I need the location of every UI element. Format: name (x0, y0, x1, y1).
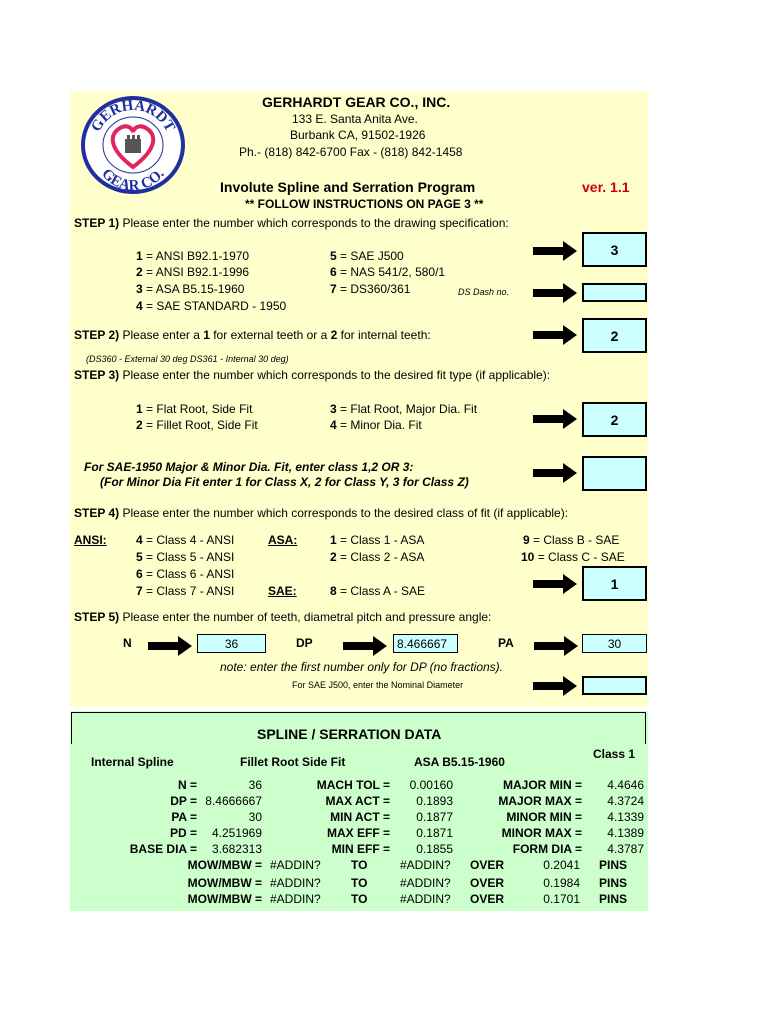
min-eff-label: MIN EFF = (331, 842, 390, 856)
address-line-2: Burbank CA, 91502-1926 (290, 128, 426, 142)
logo-top-text: GERHARDT (88, 97, 178, 135)
spec-option-1: 1 = ANSI B92.1-1970 (136, 249, 250, 263)
pa-label: PA (498, 636, 514, 650)
dp-label: DP (296, 636, 313, 650)
mow-label: MOW/MBW = (187, 876, 262, 890)
max-act-result: 0.1893 (416, 794, 453, 808)
arrow-right-icon (533, 283, 577, 303)
fit-option-2: 2 = Fillet Root, Side Fit (136, 418, 258, 432)
major-max-label: MAJOR MAX = (498, 794, 582, 808)
step3-instruction: STEP 3) Please enter the number which corresponds to the desired fit type (if applicable): (74, 368, 551, 382)
diametral-pitch-input[interactable]: 8.466667 (393, 634, 458, 653)
base-dia-result: 3.682313 (211, 842, 262, 856)
address-line-1: 133 E. Santa Anita Ave. (292, 112, 418, 126)
step2-label: STEP 2) (74, 328, 120, 342)
arrow-right-icon (534, 636, 578, 656)
pa-result-label: PA = (171, 810, 197, 824)
mach-tol-result: 0.00160 (409, 778, 453, 792)
class-of-fit-input[interactable]: 1 (582, 566, 647, 601)
mow-min-value: #ADDIN? (270, 858, 321, 872)
mow-label: MOW/MBW = (187, 858, 262, 872)
pins-label: PINS (599, 876, 628, 890)
spec-option-4: 4 = SAE STANDARD - 1950 (136, 299, 287, 313)
n-result-label: N = (177, 778, 197, 792)
step3-label: STEP 3) (74, 368, 120, 382)
j500-note: For SAE J500, enter the Nominal Diameter (292, 680, 464, 690)
step2-instruction: STEP 2) Please enter a 1 for external teeth or a 2 for internal teeth: (74, 328, 431, 342)
arrow-right-icon (343, 636, 387, 656)
pressure-angle-input[interactable]: 30 (582, 634, 647, 653)
mow-min-value: #ADDIN? (270, 892, 321, 906)
min-act-label: MIN ACT = (330, 810, 390, 824)
major-min-result: 4.4646 (607, 778, 644, 792)
step1-instruction (74, 216, 509, 230)
sae-class-input[interactable] (582, 456, 647, 491)
ds-note: (DS360 - External 30 deg DS361 - Internal 30 deg) (86, 354, 289, 364)
sae-fit-note-1: For SAE-1950 Major & Minor Dia. Fit, enter class 1,2 OR 3: (84, 460, 414, 474)
arrow-right-icon (533, 409, 577, 429)
ansi-heading: ANSI: (74, 533, 107, 547)
pa-result: 30 (248, 810, 262, 824)
mow-to: TO (351, 858, 368, 872)
spline-type: Internal Spline (91, 755, 174, 769)
step4-label: STEP 4) (74, 506, 120, 520)
mow-to: TO (351, 876, 368, 890)
teeth-count-input[interactable]: 36 (197, 634, 266, 653)
pins-label: PINS (599, 858, 628, 872)
mach-tol-label: MACH TOL = (316, 778, 390, 792)
minor-min-label: MINOR MIN = (506, 810, 582, 824)
fit-option-3: 3 = Flat Root, Major Dia. Fit (330, 402, 478, 416)
spec-option-6: 6 = NAS 541/2, 580/1 (330, 265, 446, 279)
fit-type-result: Fillet Root Side Fit (240, 755, 346, 769)
nominal-diameter-input[interactable] (582, 676, 647, 695)
sae-fit-note-2: (For Minor Dia Fit enter 1 for Class X, 2 for Class Y, 3 for Class Z) (100, 475, 469, 489)
pins-label: PINS (599, 892, 628, 906)
minor-max-result: 4.1389 (607, 826, 644, 840)
logo-bottom-text: GEAR CO. (98, 165, 168, 195)
class-result: Class 1 (593, 747, 636, 761)
base-dia-result-label: BASE DIA = (129, 842, 197, 856)
gerhardt-gear-logo (80, 95, 186, 195)
step5-label: STEP 5) (74, 610, 120, 624)
step4-instruction: STEP 4) Please enter the number which corresponds to the desired class of fit (if applicable): (74, 506, 569, 520)
spec-option-3: 3 = ASA B5.15-1960 (136, 282, 245, 296)
follow-instructions: ** FOLLOW INSTRUCTIONS ON PAGE 3 ** (245, 197, 484, 211)
dp-result-label: DP = (170, 794, 197, 808)
class-option-8: 8 = Class A - SAE (330, 584, 426, 598)
ds-dash-input[interactable] (582, 283, 647, 302)
max-act-label: MAX ACT = (325, 794, 390, 808)
step1-text: Please enter the number which corresponds to the drawing specification: (122, 216, 509, 230)
standard-result: ASA B5.15-1960 (414, 755, 505, 769)
class-option-10: 10 = Class C - SAE (521, 550, 625, 564)
minor-min-result: 4.1339 (607, 810, 644, 824)
arrow-right-icon (533, 574, 577, 594)
version-label: ver. 1.1 (582, 179, 630, 195)
min-eff-result: 0.1855 (416, 842, 453, 856)
results-title: SPLINE / SERRATION DATA (257, 726, 442, 742)
form-dia-label: FORM DIA = (512, 842, 582, 856)
arrow-right-icon (533, 463, 577, 483)
fit-type-input[interactable]: 2 (582, 402, 647, 437)
class-option-6: 6 = Class 6 - ANSI (136, 567, 235, 581)
pin-size: 0.1984 (543, 876, 580, 890)
mow-max-value: #ADDIN? (400, 892, 451, 906)
mow-over: OVER (470, 876, 505, 890)
teeth-type-input[interactable]: 2 (582, 318, 647, 353)
class-option-7: 7 = Class 7 - ANSI (136, 584, 235, 598)
dp-result: 8.4666667 (205, 794, 262, 808)
pin-size: 0.2041 (543, 858, 580, 872)
class-option-1: 1 = Class 1 - ASA (330, 533, 425, 547)
fit-option-4: 4 = Minor Dia. Fit (330, 418, 422, 432)
company-name: GERHARDT GEAR CO., INC. (262, 94, 451, 110)
mow-to: TO (351, 892, 368, 906)
spec-option-2: 2 = ANSI B92.1-1996 (136, 265, 250, 279)
class-option-9: 9 = Class B - SAE (523, 533, 620, 547)
class-option-5: 5 = Class 5 - ANSI (136, 550, 235, 564)
mow-over: OVER (470, 858, 505, 872)
step1-label: STEP 1) (74, 216, 120, 230)
major-min-label: MAJOR MIN = (502, 778, 582, 792)
major-max-result: 4.3724 (607, 794, 644, 808)
form-dia-result: 4.3787 (607, 842, 644, 856)
ds-dash-label: DS Dash no. (458, 287, 510, 297)
n-label: N (123, 636, 132, 650)
pd-result-label: PD = (169, 826, 197, 840)
mow-max-value: #ADDIN? (400, 876, 451, 890)
class-option-2: 2 = Class 2 - ASA (330, 550, 425, 564)
min-act-result: 0.1877 (416, 810, 453, 824)
mow-min-value: #ADDIN? (270, 876, 321, 890)
minor-max-label: MINOR MAX = (501, 826, 582, 840)
max-eff-result: 0.1871 (416, 826, 453, 840)
n-result: 36 (248, 778, 262, 792)
max-eff-label: MAX EFF = (326, 826, 390, 840)
spec-input[interactable]: 3 (582, 232, 647, 267)
fit-option-1: 1 = Flat Root, Side Fit (136, 402, 253, 416)
mow-max-value: #ADDIN? (400, 858, 451, 872)
asa-heading: ASA: (268, 533, 298, 547)
spec-option-7: 7 = DS360/361 (330, 282, 411, 296)
arrow-right-icon (533, 676, 577, 696)
pd-result: 4.251969 (211, 826, 262, 840)
class-option-4: 4 = Class 4 - ANSI (136, 533, 235, 547)
phone-fax: Ph.- (818) 842-6700 Fax - (818) 842-1458 (239, 145, 463, 159)
arrow-right-icon (533, 325, 577, 345)
pin-size: 0.1701 (543, 892, 580, 906)
dp-note: note: enter the first number only for DP (no fractions). (220, 660, 504, 674)
sae-heading: SAE: (268, 584, 297, 598)
mow-label: MOW/MBW = (187, 892, 262, 906)
program-title: Involute Spline and Serration Program (220, 179, 476, 195)
spec-option-5: 5 = SAE J500 (330, 249, 404, 263)
arrow-right-icon (148, 636, 192, 656)
arrow-right-icon (533, 241, 577, 261)
step5-instruction: STEP 5) Please enter the number of teeth, diametral pitch and pressure angle: (74, 610, 492, 624)
mow-over: OVER (470, 892, 505, 906)
